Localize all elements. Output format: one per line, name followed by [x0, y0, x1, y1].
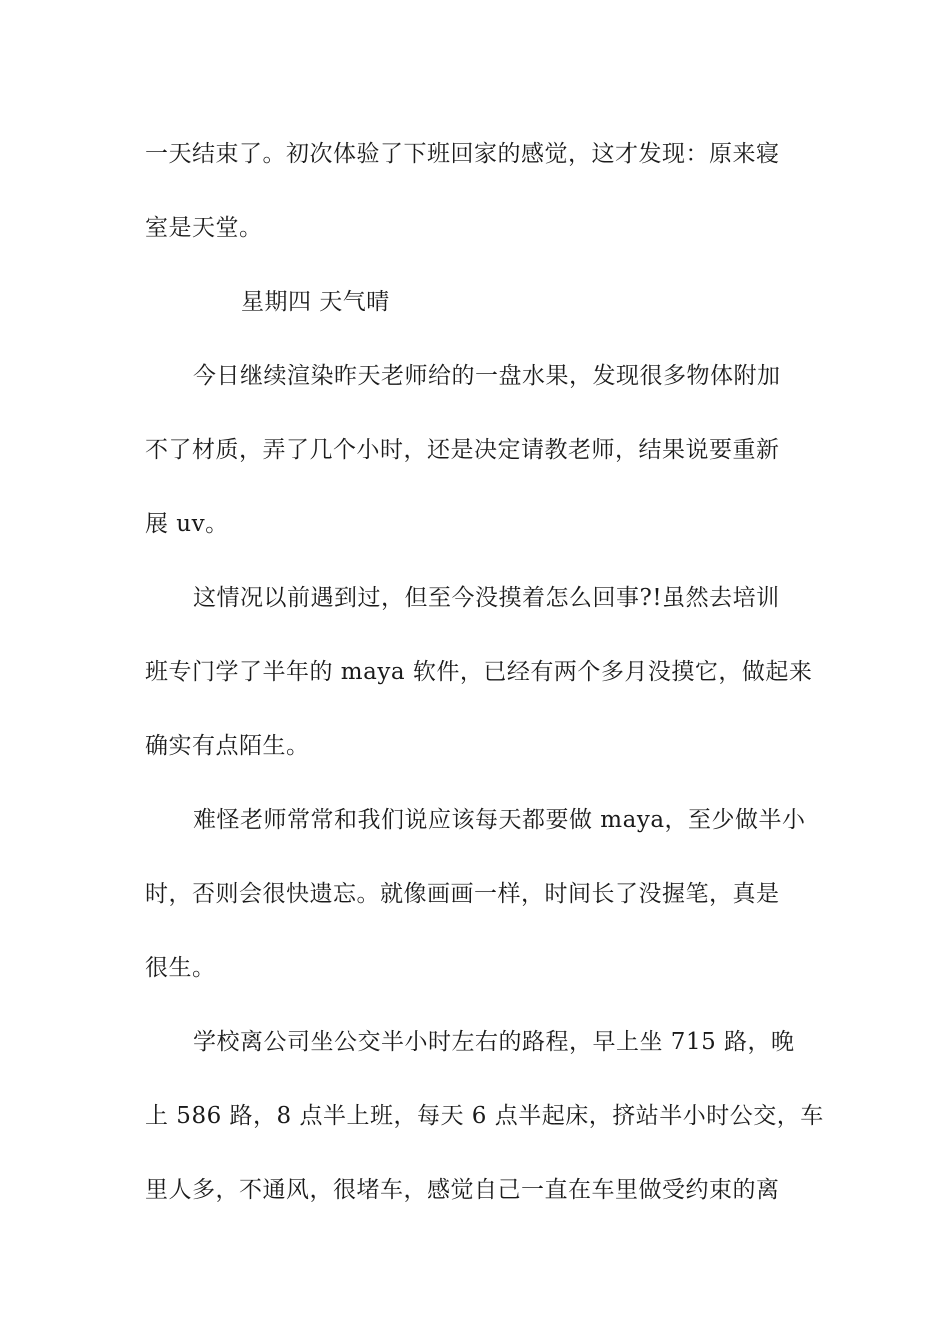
text-line: 不了材质，弄了几个小时，还是决定请教老师，结果说要重新 — [145, 437, 780, 463]
diary-heading: 星期四 天气晴 — [241, 289, 390, 315]
text-line: 今日继续渲染昨天老师给的一盘水果，发现很多物体附加 — [193, 363, 781, 389]
text-line: 难怪老师常常和我们说应该每天都要做 maya，至少做半小 — [193, 807, 806, 833]
text-line: 这情况以前遇到过，但至今没摸着怎么回事?!虽然去培训 — [193, 585, 780, 611]
text-line: 里人多，不通风，很堵车，感觉自己一直在车里做受约束的离 — [145, 1177, 780, 1203]
text-line: 室是天堂。 — [145, 215, 263, 241]
text-line: 一天结束了。初次体验了下班回家的感觉，这才发现：原来寝 — [145, 141, 780, 167]
text-line: 上 586 路，8 点半上班，每天 6 点半起床，挤站半小时公交，车 — [145, 1103, 824, 1129]
text-line: 时，否则会很快遗忘。就像画画一样，时间长了没握笔，真是 — [145, 881, 780, 907]
text-line: 班专门学了半年的 maya 软件，已经有两个多月没摸它，做起来 — [145, 659, 813, 685]
text-line: 展 uv。 — [145, 511, 229, 537]
text-line: 学校离公司坐公交半小时左右的路程，早上坐 715 路，晚 — [193, 1029, 795, 1055]
document-body — [145, 134, 824, 1244]
text-line: 很生。 — [145, 955, 216, 981]
text-line: 确实有点陌生。 — [145, 733, 310, 759]
